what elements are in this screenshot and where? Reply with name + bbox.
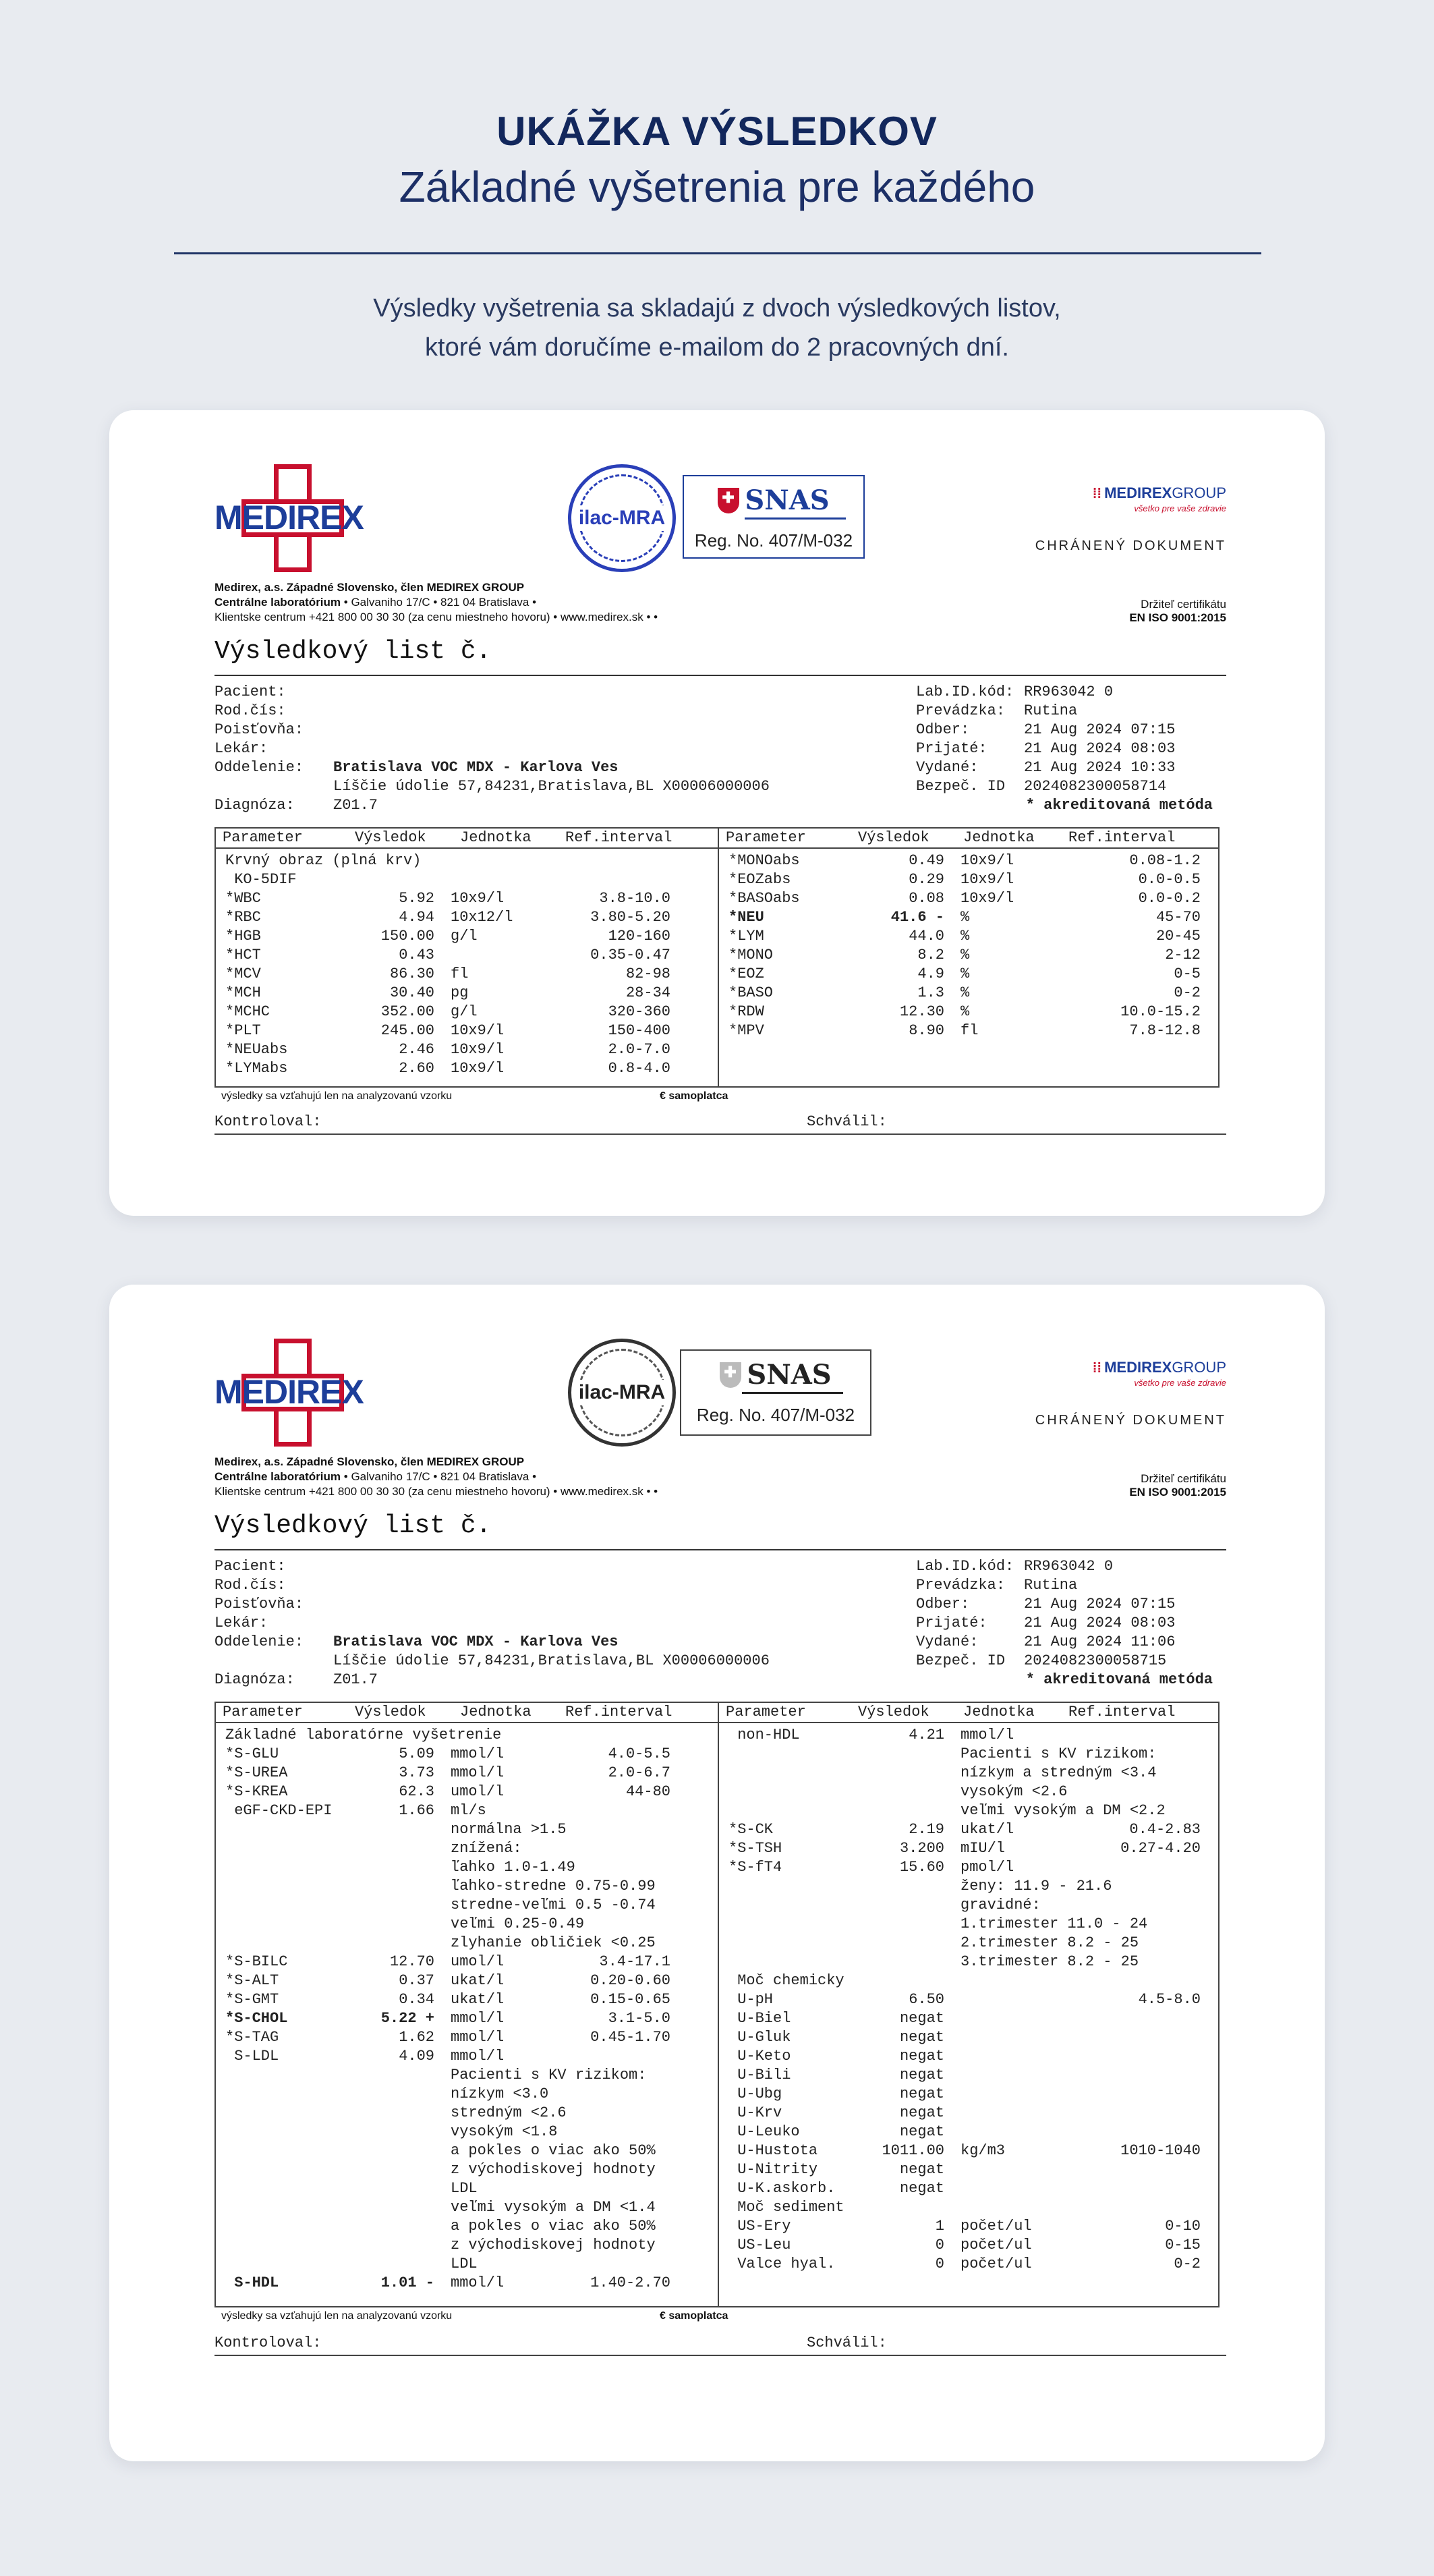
- result-row: US-Ery 1 počet/ul 0-10: [728, 2218, 1201, 2235]
- snas-reg-no: Reg. No. 407/M-032: [696, 1405, 855, 1425]
- result-row: *BASO 1.3 % 0-2: [728, 984, 1201, 1001]
- result-row: *MCHC 352.00 g/l 320-360: [225, 1003, 670, 1020]
- result-row: *S-fT4 15.60 pmol/l: [728, 1859, 1014, 1876]
- result-row: *MONOabs 0.49 10x9/l 0.08-1.2: [728, 852, 1201, 869]
- result-row: *S-KREA 62.3 umol/l 44-80: [225, 1783, 670, 1800]
- result-row: vysokým <2.6: [960, 1783, 1068, 1800]
- result-row: U-Krv negat: [728, 2104, 944, 2121]
- medirex-logo: MEDIREX: [214, 1339, 363, 1447]
- result-row: Valce hyal. 0 počet/ul 0-2: [728, 2256, 1201, 2272]
- result-row: *MONO 8.2 % 2-12: [728, 947, 1201, 963]
- result-row: Krvný obraz (plná krv): [225, 852, 422, 869]
- result-row: *NEUabs 2.46 10x9/l 2.0-7.0: [225, 1041, 670, 1058]
- result-row: vysokým <1.8: [451, 2123, 558, 2140]
- result-row: zlyhanie obličiek <0.25: [451, 1934, 656, 1951]
- result-row: stredným <2.6: [451, 2104, 567, 2121]
- result-row: *EOZabs 0.29 10x9/l 0.0-0.5: [728, 871, 1201, 888]
- result-row: *S-GLU 5.09 mmol/l 4.0-5.5: [225, 1745, 670, 1762]
- dots-icon: ⁞⁞: [1092, 1361, 1102, 1376]
- result-row: 1.trimester 11.0 - 24: [960, 1915, 1148, 1932]
- intro-text: [0, 289, 1434, 367]
- result-row: veľmi vysokým a DM <1.4: [451, 2199, 656, 2216]
- result-row: LDL: [451, 2256, 478, 2272]
- result-row: *S-CHOL 5.22 + mmol/l 3.1-5.0: [225, 2010, 670, 2027]
- result-row: *S-GMT 0.34 ukat/l 0.15-0.65: [225, 1991, 670, 2008]
- result-row: *MPV 8.90 fl 7.8-12.8: [728, 1022, 1201, 1039]
- result-row: U-Leuko negat: [728, 2123, 944, 2140]
- result-row: ľahko-stredne 0.75-0.99: [451, 1878, 656, 1895]
- result-row: Moč sediment: [728, 2199, 844, 2216]
- result-row: U-Gluk negat: [728, 2029, 944, 2046]
- result-row: U-Nitrity negat: [728, 2161, 944, 2178]
- result-row: *RBC 4.94 10x12/l 3.80-5.20: [225, 909, 670, 926]
- samoplatca-note: € samoplatca: [660, 2310, 728, 2322]
- result-row: eGF-CKD-EPI 1.66 ml/s: [225, 1802, 486, 1819]
- medirex-logo: MEDIREX: [214, 464, 363, 572]
- sheet-title: Výsledkový list č.: [214, 1511, 492, 1540]
- result-row: *HCT 0.43 0.35-0.47: [225, 947, 670, 963]
- result-row: *MCV 86.30 fl 82-98: [225, 965, 670, 982]
- result-row: *S-CK 2.19 ukat/l 0.4-2.83: [728, 1821, 1201, 1838]
- result-row: *LYMabs 2.60 10x9/l 0.8-4.0: [225, 1060, 670, 1077]
- result-row: Moč chemicky: [728, 1972, 844, 1989]
- result-row: *LYM 44.0 % 20-45: [728, 928, 1201, 945]
- iso-certificate: Držiteľ certifikátu EN ISO 9001:2015: [1129, 598, 1226, 624]
- accredited-note: * akreditovaná metóda: [1025, 1671, 1213, 1688]
- sample-note: výsledky sa vzťahujú len na analyzovanú vzorku: [221, 2310, 453, 2322]
- sheet-title: Výsledkový list č.: [214, 637, 492, 666]
- lab-address: Medirex, a.s. Západné Slovensko, člen MEDIREX GROUP Centrálne laboratórium • Galvaniho 17/C • 821 04 Bratislava • Klientske centrum +421 800 00 30 30 (za cenu miestneho hovoru) • www.medirex.sk • •: [214, 1455, 658, 1498]
- result-row: znížená:: [451, 1840, 522, 1857]
- result-row: z východiskovej hodnoty: [451, 2237, 656, 2253]
- result-row: veľmi 0.25-0.49: [451, 1915, 585, 1932]
- result-row: ľahko 1.0-1.49: [451, 1859, 575, 1876]
- result-row: U-Ubg negat: [728, 2085, 944, 2102]
- result-row: *BASOabs 0.08 10x9/l 0.0-0.2: [728, 890, 1201, 907]
- result-row: S-HDL 1.01 - mmol/l 1.40-2.70: [225, 2274, 670, 2291]
- result-row: gravidné:: [960, 1897, 1041, 1913]
- result-row: *EOZ 4.9 % 0-5: [728, 965, 1201, 982]
- result-row: LDL: [451, 2180, 478, 2197]
- samoplatca-note: € samoplatca: [660, 1090, 728, 1102]
- medirex-group-logo: ⁞⁞ MEDIREXGROUP všetko pre vaše zdravie: [1092, 484, 1226, 513]
- result-row: *MCH 30.40 pg 28-34: [225, 984, 670, 1001]
- snas-badge: ✚ SNAS Reg. No. 407/M-032: [683, 475, 865, 559]
- result-row: *HGB 150.00 g/l 120-160: [225, 928, 670, 945]
- result-row: U-Hustota 1011.00 kg/m3 1010-1040: [728, 2142, 1201, 2159]
- ilac-mra-logo: ilac-MRA: [568, 1339, 676, 1447]
- result-row: Pacienti s KV rizikom:: [451, 2067, 647, 2083]
- medirex-group-logo: ⁞⁞ MEDIREXGROUP všetko pre vaše zdravie: [1092, 1359, 1226, 1388]
- result-sheet-card-2: MEDIREX ilac-MRA ✚ SNAS Reg. No. 407/M-032 ⁞⁞ MEDIREXGROUP všetko pre vaše zdravie CHRÁNENÝ DOKUMENT Medirex, a.s. Západné Slovensko, člen MEDIREX GROUP Centrálne laboratórium • Galvaniho 17/C • 821 04 Bratislava • Klientske centrum +421 800 00 30 30 (za cenu miestneho hovoru) • www.medirex.sk • • Držiteľ certifikátu EN ISO 9001:2015 Výsledkový list č. Pacient: Rod.čís: Poisťovňa: Lekár: Oddelenie: Bratislava VOC MDX - Karlova Ves Líščie údolie 57,84231,Bratislava,BL X00006000006 Diagnóza: Z01.7 Lab.ID.kód: RR963042 0 Prevádzka: Rutina Odber: 21 Aug 2024 07:15 Prijaté: 21 Aug 2024 08:03 Vydané: 21 Aug 2024 11:06 Bezpeč. ID 2024082300058715 * akreditovaná metóda Parameter Výsledok Jednotka Ref.interval Základné laboratórne vyšetrenie *S-GLU 5.09 mmol/l 4.0-5.5 *S-UREA 3.73 mmol/l 2.0-6.7 *S-KREA 62.3 umol/l 44-80 eGF-CKD-EPI 1.66 ml/s normálna >1.5 znížená: ľahko 1.0-1.49 ľahko-stredne 0.75-0.99 stredne-veľmi 0.5 -0.74 veľmi 0.25-0.49 zlyhanie obličiek <0.25 *S-BILC 12.70 umol/l 3.4-17.1 *S-ALT 0.37 ukat/l 0.20-0.60 *S-GMT 0.34 ukat/l 0.15-0.65 *S-CHOL 5.22 + mmol/l 3.1-5.0 *S-TAG 1.62 mmol/l 0.45-1.70 S-LDL 4.09 mmol/l Pacienti s KV rizikom: nízkym <3.0 stredným <2.6 vysokým <1.8 a pokles o viac ako 50% z východiskovej hodnoty LDL veľmi vysokým a DM <1.4 a pokles o viac ako 50% z východiskovej hodnoty LDL S-HDL 1.01 - mmol/l 1.40-2.70 Parameter Výsledok Jednotka Ref.interval non-HDL 4.21 mmol/l Pacienti s KV rizikom: nízkym a stredným <3.4 vysokým <2.6 veľmi vysokým a DM <2.2 *S-CK 2.19 ukat/l 0.4-2.83 *S-TSH 3.200 mIU/l 0.27-4.20 *S-fT4 15.60 pmol/l ženy: 11.9 - 21.6 gravidné: 1.trimester 11.0 - 24 2.trimester 8.2 - 25 3.trimester 8.2 - 25 Moč chemicky U-pH 6.50 4.5-8.0 U-Biel negat U-Gluk negat U-Keto negat U-Bili negat U-Ubg negat U-Krv negat U-Leuko negat U-Hustota 1011.00 kg/m3 1010-1040 U-Nitrity negat U-K.askorb. negat Moč sediment US-Ery 1 počet/ul 0-10 US-Leu 0 počet/ul 0-15 Valce hyal. 0 počet/ul 0-2 výsledky sa vzťahujú len na analyzovanú vzorku € samoplatca Kontroloval: Schválil:: [109, 1285, 1325, 2461]
- result-row: 3.trimester 8.2 - 25: [960, 1953, 1139, 1970]
- result-row: normálna >1.5: [451, 1821, 567, 1838]
- result-row: U-K.askorb. negat: [728, 2180, 944, 2197]
- result-row: KO-5DIF: [225, 871, 297, 888]
- snas-reg-no: Reg. No. 407/M-032: [694, 530, 853, 551]
- results-table-1: Parameter Výsledok Jednotka Ref.interval Krvný obraz (plná krv) KO-5DIF *WBC 5.92 10x9/l 3.8-10.0 *RBC 4.94 10x12/l 3.80-5.20 *HGB 150.00 g/l 120-160 *HCT 0.43 0.35-0.47 *MCV 86.30 fl 82-98 *MCH 30.40 pg 28-34 *MCHC 352.00 g/l 320-360 *PLT 245.00 10x9/l 150-400 *NEUabs 2.46 10x9/l 2.0-7.0 *LYMabs 2.60 10x9/l 0.8-4.0 Parameter Výsledok Jednotka Ref.interval *MONOabs 0.49 10x9/l 0.08-1.2 *EOZabs 0.29 10x9/l 0.0-0.5 *BASOabs 0.08 10x9/l 0.0-0.2 *NEU 41.6 - % 45-70 *LYM 44.0 % 20-45 *MONO 8.2 % 2-12 *EOZ 4.9 % 0-5 *BASO 1.3 % 0-2 *RDW 12.30 % 10.0-15.2 *MPV 8.90 fl 7.8-12.8: [214, 827, 1220, 1088]
- result-row: veľmi vysokým a DM <2.2: [960, 1802, 1166, 1819]
- result-row: stredne-veľmi 0.5 -0.74: [451, 1897, 656, 1913]
- result-row: ženy: 11.9 - 21.6: [960, 1878, 1112, 1895]
- page-title: UKÁŽKA VÝSLEDKOV: [496, 109, 938, 154]
- protected-document-label: CHRÁNENÝ DOKUMENT: [1035, 1413, 1226, 1428]
- result-row: U-Bili negat: [728, 2067, 944, 2083]
- ilac-mra-logo: ilac-MRA: [568, 464, 676, 572]
- result-row: *S-UREA 3.73 mmol/l 2.0-6.7: [225, 1764, 670, 1781]
- result-row: Základné laboratórne vyšetrenie: [225, 1727, 502, 1743]
- sample-note: výsledky sa vzťahujú len na analyzovanú vzorku: [221, 1090, 453, 1102]
- intro-line-1: Výsledky vyšetrenia sa skladajú z dvoch výsledkových listov,: [373, 294, 1061, 323]
- result-row: nízkym <3.0: [451, 2085, 549, 2102]
- result-row: *S-TAG 1.62 mmol/l 0.45-1.70: [225, 2029, 670, 2046]
- slovak-shield-icon: [720, 1362, 741, 1388]
- result-row: nízkym a stredným <3.4: [960, 1764, 1157, 1781]
- result-row: z východiskovej hodnoty: [451, 2161, 656, 2178]
- results-table-2: Parameter Výsledok Jednotka Ref.interval Základné laboratórne vyšetrenie *S-GLU 5.09 mmol/l 4.0-5.5 *S-UREA 3.73 mmol/l 2.0-6.7 *S-KREA 62.3 umol/l 44-80 eGF-CKD-EPI 1.66 ml/s normálna >1.5 znížená: ľahko 1.0-1.49 ľahko-stredne 0.75-0.99 stredne-veľmi 0.5 -0.74 veľmi 0.25-0.49 zlyhanie obličiek <0.25 *S-BILC 12.70 umol/l 3.4-17.1 *S-ALT 0.37 ukat/l 0.20-0.60 *S-GMT 0.34 ukat/l 0.15-0.65 *S-CHOL 5.22 + mmol/l 3.1-5.0 *S-TAG 1.62 mmol/l 0.45-1.70 S-LDL 4.09 mmol/l Pacienti s KV rizikom: nízkym <3.0 stredným <2.6 vysokým <1.8 a pokles o viac ako 50% z východiskovej hodnoty LDL veľmi vysokým a DM <1.4 a pokles o viac ako 50% z východiskovej hodnoty LDL S-HDL 1.01 - mmol/l 1.40-2.70 Parameter Výsledok Jednotka Ref.interval non-HDL 4.21 mmol/l Pacienti s KV rizikom: nízkym a stredným <3.4 vysokým <2.6 veľmi vysokým a DM <2.2 *S-CK 2.19 ukat/l 0.4-2.83 *S-TSH 3.200 mIU/l 0.27-4.20 *S-fT4 15.60 pmol/l ženy: 11.9 - 21.6 gravidné: 1.trimester 11.0 - 24 2.trimester 8.2 - 25 3.trimester 8.2 - 25 Moč chemicky U-pH 6.50 4.5-8.0 U-Biel negat U-Gluk negat U-Keto negat U-Bili negat U-Ubg negat U-Krv negat U-Leuko negat U-Hustota 1011.00 kg/m3 1010-1040 U-Nitrity negat U-K.askorb. negat Moč sediment US-Ery 1 počet/ul 0-10 US-Leu 0 počet/ul 0-15 Valce hyal. 0 počet/ul 0-2: [214, 1702, 1220, 2307]
- iso-certificate: Držiteľ certifikátu EN ISO 9001:2015: [1129, 1472, 1226, 1499]
- page-subtitle: Základné vyšetrenia pre každého: [399, 163, 1035, 211]
- result-row: US-Leu 0 počet/ul 0-15: [728, 2237, 1201, 2253]
- result-row: a pokles o viac ako 50%: [451, 2218, 656, 2235]
- result-row: a pokles o viac ako 50%: [451, 2142, 656, 2159]
- snas-badge: ✚ SNAS Reg. No. 407/M-032: [680, 1349, 871, 1436]
- lab-address: Medirex, a.s. Západné Slovensko, člen MEDIREX GROUP Centrálne laboratórium • Galvaniho 17/C • 821 04 Bratislava • Klientske centrum +421 800 00 30 30 (za cenu miestneho hovoru) • www.medirex.sk • •: [214, 581, 658, 623]
- accredited-note: * akreditovaná metóda: [1025, 797, 1213, 814]
- result-row: U-Biel negat: [728, 2010, 944, 2027]
- dots-icon: ⁞⁞: [1092, 486, 1102, 501]
- result-row: *S-TSH 3.200 mIU/l 0.27-4.20: [728, 1840, 1201, 1857]
- result-row: *NEU 41.6 - % 45-70: [728, 909, 1201, 926]
- result-row: U-pH 6.50 4.5-8.0: [728, 1991, 1201, 2008]
- result-row: Pacienti s KV rizikom:: [960, 1745, 1157, 1762]
- slovak-shield-icon: [718, 488, 739, 513]
- result-row: *S-ALT 0.37 ukat/l 0.20-0.60: [225, 1972, 670, 1989]
- result-row: 2.trimester 8.2 - 25: [960, 1934, 1139, 1951]
- intro-line-2: ktoré vám doručíme e-mailom do 2 pracovných dní.: [425, 333, 1009, 362]
- protected-document-label: CHRÁNENÝ DOKUMENT: [1035, 538, 1226, 553]
- title-divider: [174, 252, 1261, 254]
- result-row: *PLT 245.00 10x9/l 150-400: [225, 1022, 670, 1039]
- result-row: S-LDL 4.09 mmol/l: [225, 2048, 505, 2065]
- result-row: *S-BILC 12.70 umol/l 3.4-17.1: [225, 1953, 670, 1970]
- result-row: *WBC 5.92 10x9/l 3.8-10.0: [225, 890, 670, 907]
- result-sheet-card-1: MEDIREX ilac-MRA ✚ SNAS Reg. No. 407/M-032 ⁞⁞ MEDIREXGROUP všetko pre vaše zdravie CHRÁNENÝ DOKUMENT Medirex, a.s. Západné Slovensko, člen MEDIREX GROUP Centrálne laboratórium • Galvaniho 17/C • 821 04 Bratislava • Klientske centrum +421 800 00 30 30 (za cenu miestneho hovoru) • www.medirex.sk • • Držiteľ certifikátu EN ISO 9001:2015 Výsledkový list č. Pacient: Rod.čís: Poisťovňa: Lekár: Oddelenie: Bratislava VOC MDX - Karlova Ves Líščie údolie 57,84231,Bratislava,BL X00006000006 Diagnóza: Z01.7 Lab.ID.kód: RR963042 0 Prevádzka: Rutina Odber: 21 Aug 2024 07:15 Prijaté: 21 Aug 2024 08:03 Vydané: 21 Aug 2024 10:33 Bezpeč. ID 2024082300058714 * akreditovaná metóda Parameter Výsledok Jednotka Ref.interval Krvný obraz (plná krv) KO-5DIF *WBC 5.92 10x9/l 3.8-10.0 *RBC 4.94 10x12/l 3.80-5.20 *HGB 150.00 g/l 120-160 *HCT 0.43 0.35-0.47 *MCV 86.30 fl 82-98 *MCH 30.40 pg 28-34 *MCHC 352.00 g/l 320-360 *PLT 245.00 10x9/l 150-400 *NEUabs 2.46 10x9/l 2.0-7.0 *LYMabs 2.60 10x9/l 0.8-4.0 Parameter Výsledok Jednotka Ref.interval *MONOabs 0.49 10x9/l 0.08-1.2 *EOZabs 0.29 10x9/l 0.0-0.5 *BASOabs 0.08 10x9/l 0.0-0.2 *NEU 41.6 - % 45-70 *LYM 44.0 % 20-45 *MONO 8.2 % 2-12 *EOZ 4.9 % 0-5 *BASO 1.3 % 0-2 *RDW 12.30 % 10.0-15.2 *MPV 8.90 fl 7.8-12.8 výsledky sa vzťahujú len na analyzovanú vzorku € samoplatca Kontroloval: Schválil:: [109, 410, 1325, 1216]
- result-row: U-Keto negat: [728, 2048, 944, 2065]
- result-row: *RDW 12.30 % 10.0-15.2: [728, 1003, 1201, 1020]
- result-row: non-HDL 4.21 mmol/l: [728, 1727, 1014, 1743]
